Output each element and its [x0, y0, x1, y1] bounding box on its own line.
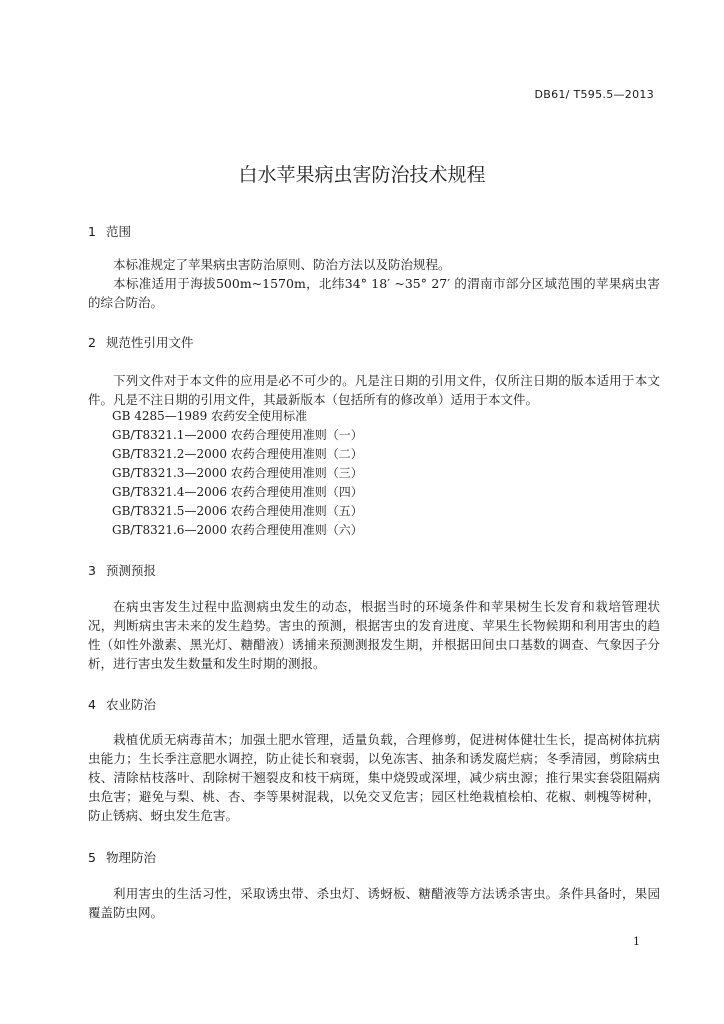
section-3-heading: [88, 561, 156, 579]
section-title: 规范性引用文件: [106, 335, 194, 350]
section-5-heading: [88, 848, 156, 866]
section-number: 2: [88, 335, 96, 350]
section-4-heading: [88, 695, 156, 713]
page-number: 1: [633, 935, 640, 948]
reference-item: GB/T8321.1—2000 农药合理使用准则（一）: [112, 428, 363, 442]
reference-item: GB/T8321.5—2006 农药合理使用准则（五）: [112, 504, 363, 518]
reference-item: GB/T8321.2—2000 农药合理使用准则（二）: [112, 447, 363, 461]
section-number: 4: [88, 697, 96, 712]
section-title: 物理防治: [106, 850, 157, 865]
reference-item: GB 4285—1989 农药安全使用标准: [112, 409, 308, 423]
section-1-heading: [88, 222, 131, 240]
section-number: 3: [88, 563, 96, 578]
paragraph: 栽植优质无病毒苗木；加强土肥水管理，适量负载，合理修剪，促进树体健壮生长，提高树体抗病虫能力；生长季注意肥水调控，防止徒长和衰弱，以免冻害、抽条和诱发腐烂病；冬季清园，剪除病虫枝、清除枯枝落叶、刮除树干翘裂皮和枝干病斑，集中烧毁或深埋，减少病虫源；推行果实套袋阻隔病虫危害；避免与梨、桃、杏、李等果树混栽，以免交叉危害；园区杜绝栽植桧柏、花椒、刺槐等树种，防止锈病、蚜虫发生危害。: [88, 732, 660, 823]
section-number: 1: [88, 224, 96, 239]
section-title: 预测预报: [106, 563, 157, 578]
section-2-heading: [88, 333, 194, 351]
document-code: DB61/ T595.5—2013: [534, 88, 654, 101]
paragraph: 在病虫害发生过程中监测病虫发生的动态，根据当时的环境条件和苹果树生长发育和栽培管理状况，判断病虫害未来的发生趋势。害虫的预测，根据害虫的发育进度、苹果生长物候期和利用害虫的趋性（如性外激素、黑光灯、糖醋液）诱捕来预测测报发生期，并根据田间虫口基数的调查、气象因子分析，进行害虫发生数量和发生时期的测报。: [88, 599, 660, 671]
reference-item: GB/T8321.6—2000 农药合理使用准则（六）: [112, 523, 363, 537]
section-title: 农业防治: [106, 697, 157, 712]
paragraph: 本标准规定了苹果病虫害防治原则、防治方法以及防治规程。: [113, 257, 451, 272]
paragraph: 本标准适用于海拔500m~1570m，北纬34° 18′ ~35° 27′ 的渭南市部分区域范围的苹果病虫害的综合防治。: [88, 276, 660, 310]
paragraph: 下列文件对于本文件的应用是必不可少的。凡是注日期的引用文件，仅所注日期的版本适用于本文件。凡是不注日期的引用文件，其最新版本（包括所有的修改单）适用于本文件。: [88, 373, 660, 407]
document-title: 白水苹果病虫害防治技术规程: [238, 164, 486, 186]
section-title: 范围: [106, 224, 132, 239]
reference-item: GB/T8321.3—2000 农药合理使用准则（三）: [112, 466, 363, 480]
paragraph: 利用害虫的生活习性，采取诱虫带、杀虫灯、诱蚜板、糖醋液等方法诱杀害虫。条件具备时，果园覆盖防虫网。: [88, 886, 660, 920]
reference-item: GB/T8321.4—2006 农药合理使用准则（四）: [112, 485, 363, 499]
section-number: 5: [88, 850, 96, 865]
